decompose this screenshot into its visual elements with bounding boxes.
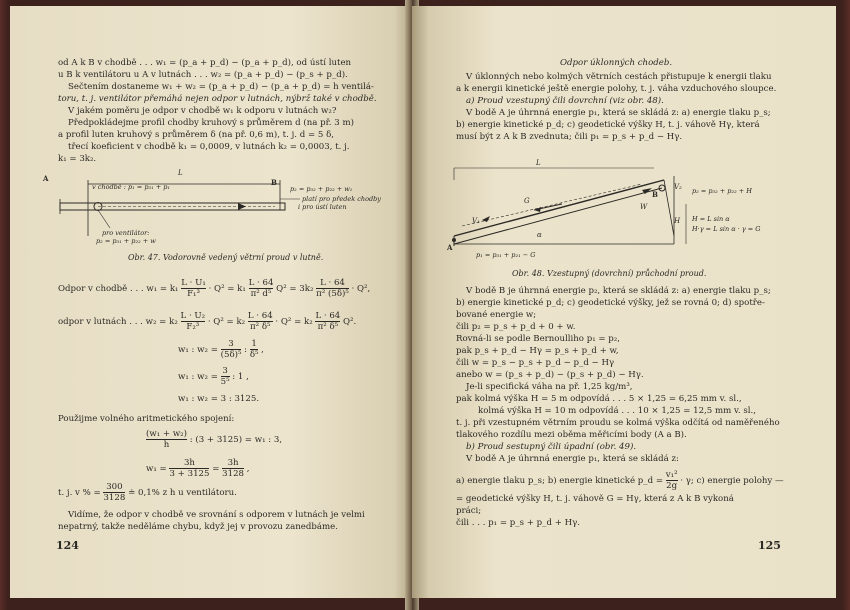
fig48-label-b: B (652, 190, 658, 199)
equation-w1: Odpor v chodbě . . . w₁ = k₁ $\frac{\text{L · U₁}}{\text{F₁³}}$ · Q² = k₁ $\frac{L \cdot 64}{\text{π² d⁵}}$ Q² = 3k₂ $\frac{L \cdot 64}{\text{π² (5δ)⁵}}$ · Q², (58, 278, 371, 299)
equation-percent: t. j. v % = $\frac{300}{3128}$ ≐ 0,1% z h u ventilátoru. (58, 482, 237, 503)
text-line: Vidíme, že odpor v chodbě ve srovnání s odporem v lutnách je velmi (68, 510, 365, 520)
fig48-label-w: W (640, 203, 648, 211)
text-line: V bodě B je úhrnná energie p₂, která se skládá z: a) energie tlaku p_s; (466, 286, 771, 296)
text-line: třecí koeficient v chodbě k₁ = 0,0009, v lutnách k₂ = 0,0003, t. j. (68, 142, 350, 152)
right-page (412, 6, 836, 598)
text-line: a profil luten kruhový s průměrem δ (na př. 0,6 m), t. j. d = 5 δ, (58, 130, 334, 140)
text-line: kolmá výška H = 10 m odpovídá . . . 10 × 1,25 = 12,5 mm v. sl., (478, 406, 756, 416)
text-line: t. j. při vzestupném větrním proudu se kolmá výška odčítá od naměřeného (456, 418, 780, 428)
text-line: tlakového rozdílu mezi oběma měřicími body (A a B). (456, 430, 687, 440)
fig47-label-ventilator: pro ventilátor: (102, 229, 150, 237)
fig48-label-h: H (674, 217, 681, 225)
fig48-label-l: L (536, 159, 541, 167)
fig48-label-p1: p₁ = p₃₁ + p₂₁ − G (476, 251, 536, 259)
text-line: a k energii kinetické ještě energie polohy, t. j. váha vzduchového sloupce. (456, 84, 777, 94)
text-line: práci; (456, 506, 482, 516)
subsection-a: a) Proud vzestupný čili dovrchní (viz obr. 48). (466, 96, 664, 106)
text-line: musí být z A k B zvednuta; čili p₁ = p_s + p_d − Hγ. (456, 132, 683, 142)
text-line: u B k ventilátoru u A v lutnách . . . w₂ = (p_a + p_d) − (p_s + p_d). (58, 70, 348, 80)
text-line: Je-li specifická váha na př. 1,25 kg/m³, (466, 382, 633, 392)
equation-w2: odpor v lutnách . . . w₂ = k₂ $\frac{\text{L · U₂}}{\text{F₂³}}$ · Q² = k₂ $\frac{L \cdot 64}{\text{π² δ⁵}}$ · Q² = k₂ $\frac{L \cdot 64}{\text{π² δ⁵}}$ Q². (58, 311, 357, 332)
fig47-label-right: p₂ = p₃₂ + p₂₂ + w₁ (290, 185, 353, 193)
text-line: pak kolmá výška H = 5 m odpovídá . . . 5 × 1,25 = 6,25 mm v. sl., (456, 394, 742, 404)
left-page (10, 6, 410, 598)
fig48-caption: Obr. 48. Vzestupný (dovrchní) průchodní proud. (512, 269, 707, 278)
subsection-b: b) Proud sestupný čili úpadní (obr. 49). (466, 442, 637, 452)
text-line: b) energie kinetické p_d; c) geodetické výšky H, t. j. váhově Hγ, která (456, 120, 760, 130)
ratio-1: w₁ : w₂ = $\frac{3}{\text{(5δ)⁵}}$ : $\frac{1}{\text{δ⁵}}$ , (178, 339, 264, 360)
equation-spojeni: $\frac{\text{(w₁ + w₂)}}{h}$ : (3 + 3125) = w₁ : 3, (146, 429, 283, 450)
text-line: anebo w = (p_s + p_d) − (p_s + p_d) − Hγ. (456, 370, 644, 380)
fig48-label-g: G (524, 197, 530, 205)
text-line: toru, t. j. ventilátor přemáhá nejen odpor v lutnách, nýbrž také v chodbě. (58, 94, 377, 104)
fig47-label-l: L (178, 169, 183, 177)
text-line: bované energie w; (456, 310, 537, 320)
text-line: od A k B v chodbě . . . w₁ = (p_a + p_d) − (p_a + p_d), od ústí luten (58, 58, 352, 68)
fig47-label-a: A (43, 174, 49, 183)
text-line: V úklonných nebo kolmých větrních cestách přistupuje k energii tlaku (466, 72, 772, 82)
section-header: Odpor úklonných chodeb. (560, 58, 673, 68)
text-line: Předpokládejme profil chodby kruhový s průměrem d (na př. 3 m) (68, 118, 354, 128)
ratio-2: w₁ : w₂ = $\frac{3}{\text{5⁵}}$ : 1 , (178, 366, 249, 387)
text-line: čili . . . p₁ = p_s + p_d + Hγ. (456, 518, 580, 528)
fig48-label-alpha: α (537, 231, 542, 239)
text-line: V jakém poměru je odpor v chodbě w₁ k odporu v lutnách w₂? (68, 106, 337, 116)
fig48-label-a: A (447, 243, 453, 252)
text-line: čili p₂ = p_s + p_d + 0 + w. (456, 322, 576, 332)
fig47-label-ventilator2: p₂ = p₃₁ + p₂₂ + w (96, 237, 156, 245)
fig47-label-b: B (271, 178, 277, 187)
text-line: V bodě A je úhrnná energie p₁, která se skládá z: (466, 454, 679, 464)
fig48-label-v2: V₂ (674, 183, 682, 191)
text-line: čili w = p_s − p_s + p_d − p_d − Hγ (456, 358, 615, 368)
fig48-label-hg: H·γ = L sin α · γ = G (692, 225, 761, 233)
page-number: 124 (56, 539, 79, 552)
equation-kinetic: a) energie tlaku p_s; b) energie kinetické p_d = $\frac{\text{v₁²}}{2g}$ · γ; c) energie polohy — (456, 470, 784, 491)
equation-w1-result: w₁ = $\frac{3h}{3 + 3125}$ = $\frac{3h}{3128}$ , (146, 458, 250, 479)
text-line: V bodě A je úhrnná energie p₁, která se skládá z: a) energie tlaku p_s; (466, 108, 771, 118)
text-line: Rovná-li se podle Bernoulliho p₁ = p₂, (456, 334, 620, 344)
text-line: k₁ = 3k₂. (58, 154, 97, 164)
fig48-label-v1: V₁ (472, 217, 480, 225)
text-line: Použijme volného aritmetického spojení: (58, 414, 235, 424)
page-number: 125 (758, 539, 781, 552)
text-line: = geodetické výšky H, t. j. váhově G = Hγ, která z A k B vykoná (456, 494, 734, 504)
fig47-label-plati: platí pro předek chodby (302, 195, 381, 203)
text-line: b) energie kinetické p_d; c) geodetické výšky, jež se rovná 0; d) spotře- (456, 298, 765, 308)
fig47-label-usti: i pro ústí luten (298, 203, 347, 211)
text-line: nepatrný, takže neděláme chybu, když jej v provozu zanedbáme. (58, 522, 338, 532)
fig47-label-chodba: v chodbě : p₁ = p₃₁ + p₁ (92, 183, 171, 191)
fig48-label-p2: p₂ = p₃₂ + p₂₂ + H (692, 187, 752, 195)
ratio-3: w₁ : w₂ = 3 : 3125. (178, 394, 260, 404)
fig47-caption: Obr. 47. Vodorovně vedený větrní proud v lutně. (128, 253, 324, 262)
text-line: Sečtením dostaneme w₁ + w₂ = (p_a + p_d) − (p_a + p_d) = h ventilá- (68, 82, 374, 92)
text-line: pak p_s + p_d − Hγ = p_s + p_d + w, (456, 346, 619, 356)
fig48-label-hl: H = L sin α (692, 215, 730, 223)
